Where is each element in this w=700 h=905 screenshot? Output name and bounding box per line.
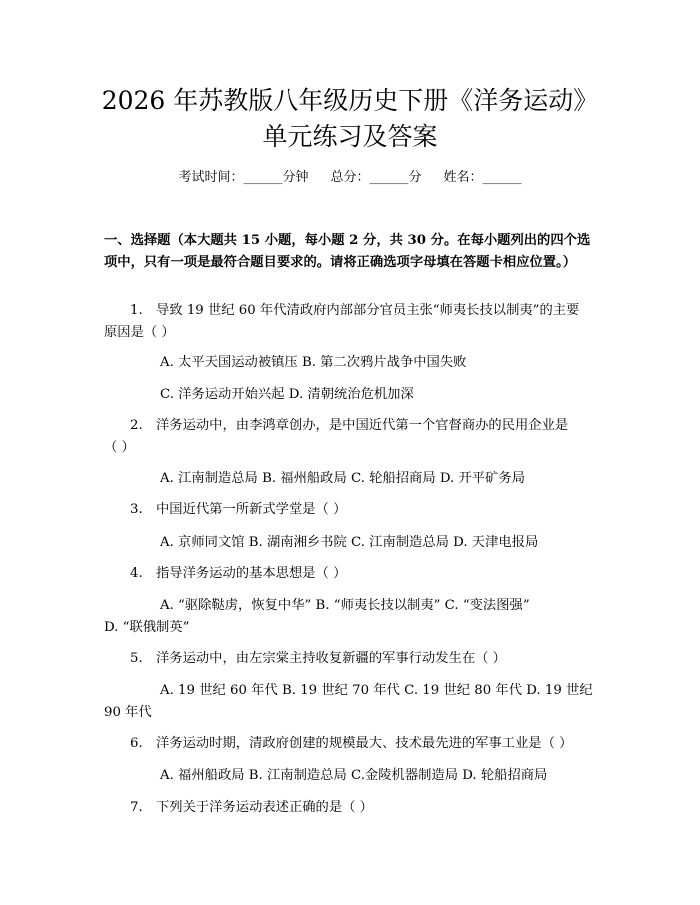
- question-5-options-cont: 90 年代: [104, 705, 152, 720]
- question-4-options-a-c: A. “驱除鞑虏，恢复中华” B. “师夷长技以制夷” C. “变法图强”: [160, 598, 530, 613]
- question-text: 导致 19 世纪 60 年代清政府内部部分官员主张“师夷长技以制夷”的主要: [156, 303, 580, 318]
- section-heading: 一、选择题（本大题共 15 小题，每小题 2 分，共 30 分。在每小题列出的四个选项中，只有一项是最符合题目要求的。请将正确选项字母填在答题卡相应位置。）: [104, 233, 591, 270]
- question-text: 洋务运动中，由左宗棠主持收复新疆的军事行动发生在（ ）: [156, 651, 506, 666]
- question-1-options-a-b: A. 太平天国运动被镇压 B. 第二次鸦片战争中国失败: [160, 355, 467, 370]
- question-6-options: A. 福州船政局 B. 江南制造总局 C.金陵机器制造局 D. 轮船招商局: [160, 768, 548, 783]
- question-5-options: A. 19 世纪 60 年代 B. 19 世纪 70 年代 C. 19 世纪 80 年代 D. 19 世纪: [160, 683, 593, 698]
- question-number: 3.: [130, 502, 143, 517]
- question-4-options-d: D. “联俄制英”: [104, 620, 190, 635]
- question-text: 中国近代第一所新式学堂是（ ）: [156, 502, 347, 517]
- question-text: 下列关于洋务运动表述正确的是（ ）: [156, 800, 373, 815]
- score-field: 总分：______分: [330, 170, 422, 185]
- question-text: 洋务运动时期，清政府创建的规模最大、技术最先进的军事工业是（ ）: [156, 736, 573, 751]
- question-5-stem: [130, 648, 506, 670]
- document-title-line2: 单元练习及答案: [262, 122, 438, 151]
- question-text: 指导洋务运动的基本思想是（ ）: [156, 566, 347, 581]
- question-1-stem-cont: 原因是（ ）: [104, 325, 175, 340]
- question-1-options-c-d: C. 洋务运动开始兴起 D. 清朝统治危机加深: [160, 387, 414, 402]
- question-2-options: A. 江南制造总局 B. 福州船政局 C. 轮船招商局 D. 开平矿务局: [160, 471, 525, 486]
- question-2-stem: [130, 415, 568, 437]
- name-field: 姓名：______: [443, 170, 522, 185]
- question-7-stem: [130, 797, 373, 819]
- question-number: 1.: [130, 303, 143, 318]
- question-number: 6.: [130, 736, 143, 751]
- question-6-stem: [130, 733, 572, 755]
- question-number: 5.: [130, 651, 143, 666]
- question-2-stem-cont: （ ）: [104, 440, 135, 455]
- document-title-line1: 2026 年苏教版八年级历史下册《洋务运动》: [101, 86, 599, 115]
- exam-time-field: 考试时间：______分钟: [178, 170, 309, 185]
- question-4-stem: [130, 563, 346, 585]
- question-3-stem: [130, 499, 346, 521]
- question-3-options: A. 京师同文馆 B. 湖南湘乡书院 C. 江南制造总局 D. 天津电报局: [160, 535, 539, 550]
- question-text: 洋务运动中，由李鸿章创办，是中国近代第一个官督商办的民用企业是: [156, 418, 569, 433]
- question-number: 7.: [130, 800, 143, 815]
- exam-info-line: [0, 169, 700, 187]
- question-1-stem: [130, 300, 579, 322]
- question-number: 4.: [130, 566, 143, 581]
- question-number: 2.: [130, 418, 143, 433]
